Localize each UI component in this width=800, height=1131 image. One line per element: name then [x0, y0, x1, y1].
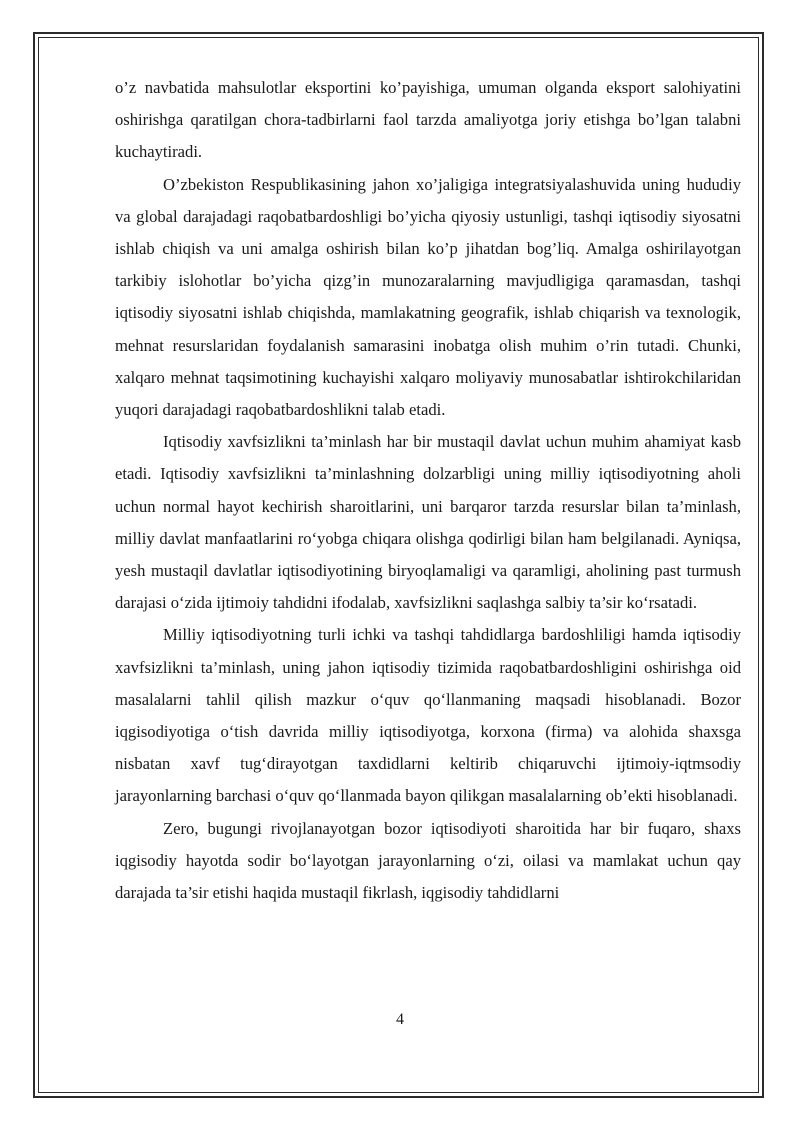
paragraph: o’z navbatida mahsulotlar eksportini ko’payishiga, umuman olganda eksport salohiyatini oshirishga qaratilgan chora-tadbirlarni faol tarzda amaliyotga joriy etishga bo’lgan talabni kuchaytiradi.	[115, 78, 741, 162]
page-number: 4	[396, 1011, 404, 1028]
paragraph: Zero, bugungi rivojlanayotgan bozor iqtisodiyoti sharoitida har bir fuqaro, shaxs iqgisodiy hayotda sodir bo‘layotgan jarayonlarning o‘zi, oilasi va mamlakat uchun qay darajada ta’sir etishi haqida mustaqil fikrlash, iqgisodiy tahdidlarni	[115, 818, 741, 903]
paragraph: Iqtisodiy xavfsizlikni ta’minlash har bir mustaqil davlat uchun muhim ahamiyat kasb etadi. Iqtisodiy xavfsizlikni ta’minlashning dolzarbligi uning milliy iqtisodiyotning aholi uchun normal hayot kechirish sharoitlarini, uni barqaror tarzda resurslar bilan ta’minlash, milliy davlat manfaatlarini ro‘yobga chiqara olishga qodirligi bilan ham belgilanadi. Ayniqsa, yesh mustaqil davlatlar iqtisodiyotining biryoqlamaligi va qaramligi, aholining past turmush darajasi o‘zida ijtimoiy tahdidni ifodalab, xavfsizlikni saqlashga salbiy ta’sir ko‘rsatadi.	[115, 432, 741, 613]
page-body	[115, 72, 741, 909]
paragraph: Milliy iqtisodiyotning turli ichki va tashqi tahdidlarga bardoshliligi hamda iqtisodiy xavfsizlikni ta’minlash, uning jahon iqtisodiy tizimida raqobatbardoshligini oshirishga oid masalalarni tahlil qilish mazkur o‘quv qo‘llanmaning maqsadi hisoblanadi. Bozor iqgisodiyotiga o‘tish davrida milliy iqtisodiyotga, korxona (firma) va alohida shaxsga nisbatan xavf tug‘dirayotgan taxdidlarni keltirib chiqaruvchi ijtimoiy-iqtmsodiy jarayonlarning barchasi o‘quv qo‘llanmada bayon qilikgan masalalarning ob’ekti hisoblanadi.	[115, 625, 741, 806]
paragraph: O’zbekiston Respublikasining jahon xo’jaligiga integratsiyalashuvida uning hududiy va global darajadagi raqobatbardoshligi bo’yicha qiyosiy ustunligi, tashqi iqtisodiy siyosatni ishlab chiqish va uni amalga oshirish bilan ko’p jihatdan bog’liq. Amalga oshirilayotgan tarkibiy islohotlar bo’yicha qizg’in munozaralarning mavjudligiga qaramasdan, tashqi iqtisodiy siyosatni ishlab chiqishda, mamlakatning geografik, ishlab chiqarish va texnologik, mehnat resurslaridan foydalanish samarasini inobatga olish muhim o’rin tutadi. Chunki, xalqaro mehnat taqsimotining kuchayishi xalqaro moliyaviy munosabatlar ishtirokchilaridan yuqori darajadagi raqobatbardoshlikni talab etadi.	[115, 174, 741, 420]
